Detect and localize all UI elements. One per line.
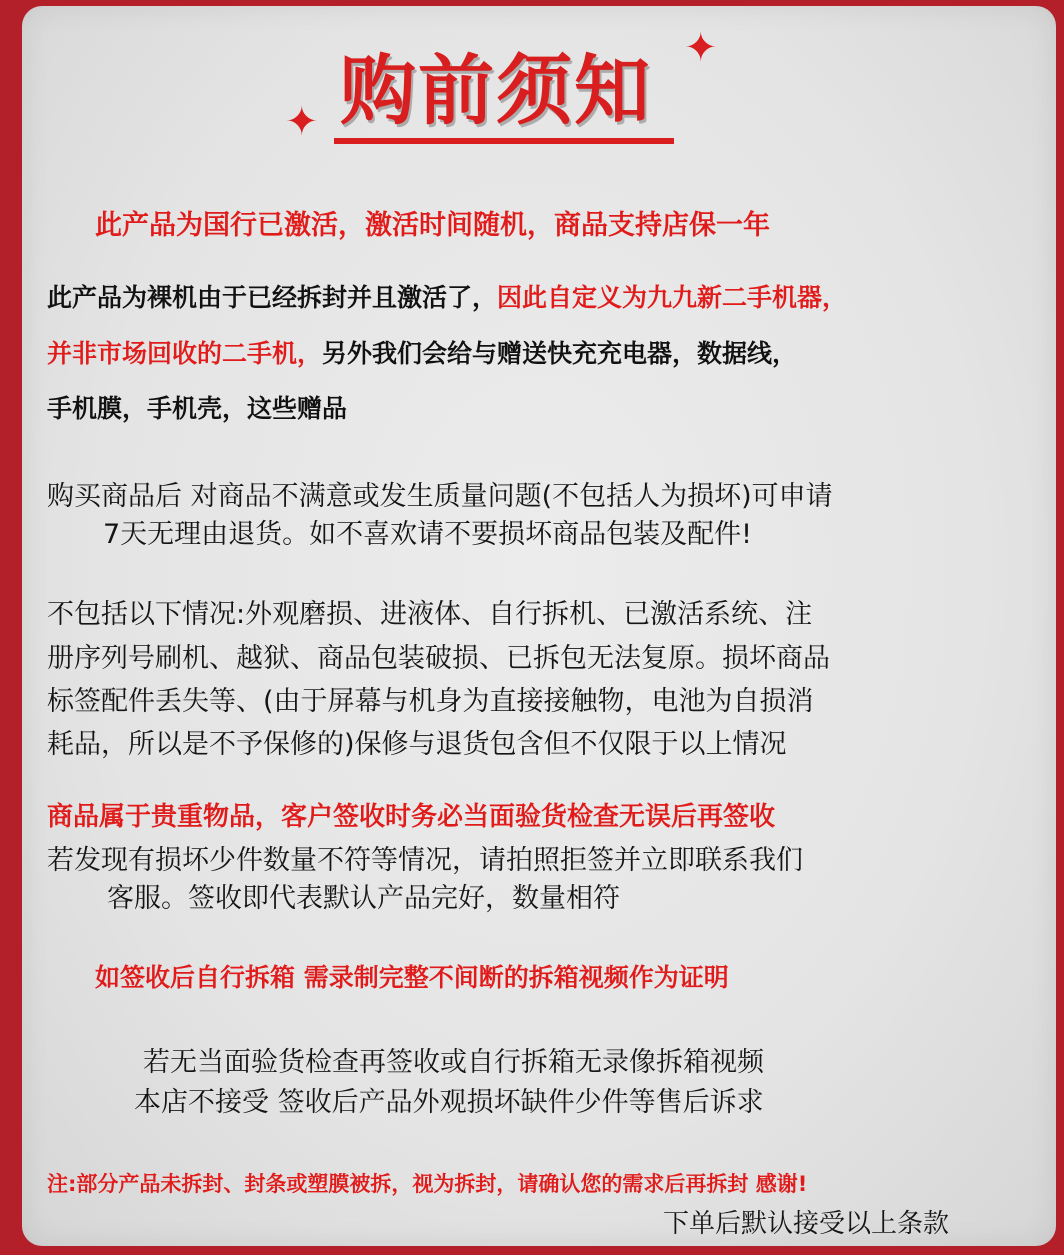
unboxing-requirement: 如签收后自行拆箱 需录制完整不间断的拆箱视频作为证明 (95, 963, 729, 992)
no-record-line-1: 若无当面验货检查再签收或自行拆箱无录像拆箱视频 (143, 1047, 764, 1078)
header-notice: 此产品为国行已激活，激活时间随机，商品支持店保一年 (95, 210, 770, 241)
no-record-line-2: 本店不接受 签收后产品外观损坏缺件少件等售后诉求 (134, 1087, 764, 1118)
return-policy-line-1: 购买商品后 对商品不满意或发生质量问题(不包括人为损坏)可申请 (47, 481, 833, 512)
return-policy-line-2: 7天无理由退货。如不喜欢请不要损坏商品包装及配件! (103, 519, 753, 550)
delivery-warning: 商品属于贵重物品，客户签收时务必当面验货检查无误后再签收 (47, 802, 776, 832)
footer-terms: 下单后默认接受以上条款 (663, 1209, 950, 1239)
footnote: 注:部分产品未拆封、封条或塑膜被拆，视为拆封，请确认您的需求后再拆封 感谢! (47, 1172, 808, 1196)
delivery-line-3: 客服。签收即代表默认产品完好，数量相符 (107, 883, 620, 914)
exclusions-line-4: 耗品，所以是不予保修的)保修与退货包含但不仅限于以上情况 (47, 729, 787, 760)
title-underline (334, 138, 674, 144)
intro-highlight: 因此自定义为九九新二手机器， (497, 283, 848, 312)
intro-text: 此产品为裸机由于已经拆封并且激活了， (47, 283, 498, 312)
intro-line-3: 手机膜，手机壳，这些赠品 (47, 394, 348, 423)
intro-highlight: 并非市场回收的二手机， (47, 339, 323, 368)
intro-line-1 (47, 278, 847, 314)
delivery-line-2: 若发现有损坏少件数量不符等情况，请拍照拒签并立即联系我们 (47, 845, 803, 876)
title-area (0, 0, 1064, 170)
exclusions-line-1: 不包括以下情况:外观磨损、进液体、自行拆机、已激活系统、注 (47, 599, 813, 630)
sparkle-icon: ✦ (684, 25, 718, 71)
intro-line-2 (47, 334, 797, 370)
intro-text: 另外我们会给与赠送快充充电器，数据线， (322, 339, 798, 368)
exclusions-line-2: 册序列号刷机、越狱、商品包装破损、已拆包无法复原。损坏商品 (47, 643, 830, 674)
page-title: 购前须知 (340, 46, 652, 135)
sparkle-icon: ✦ (285, 99, 319, 145)
exclusions-line-3: 标签配件丢失等、(由于屏幕与机身为直接接触物，电池为自损消 (47, 686, 814, 717)
